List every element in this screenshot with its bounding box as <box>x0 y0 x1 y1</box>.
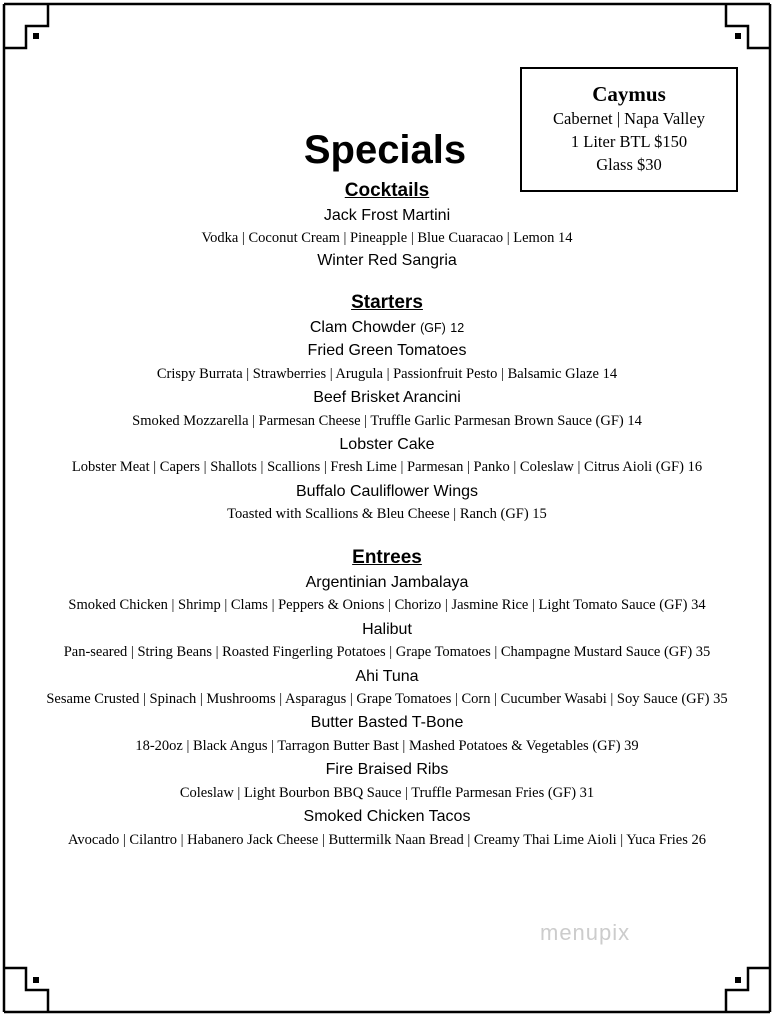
menu-item-description: 18-20oz | Black Angus | Tarragon Butter Bast | Mashed Potatoes & Vegetables (GF) 39 <box>135 738 639 754</box>
menu-item-description: Smoked Mozzarella | Parmesan Cheese | Truffle Garlic Parmesan Brown Sauce (GF) 14 <box>132 413 642 429</box>
menu-item-name <box>0 318 774 338</box>
menu-item-name: Butter Basted T-Bone <box>310 714 464 731</box>
menu-item-description: Avocado | Cilantro | Habanero Jack Cheese | Buttermilk Naan Bread | Creamy Thai Lime Aioli | Yuca Fries 26 <box>68 832 706 848</box>
menu-item-name: Beef Brisket Arancini <box>313 389 461 406</box>
featured-wine-line-1: Cabernet | Napa Valley <box>553 109 705 128</box>
page-title: Specials <box>303 128 467 172</box>
corner-ornament-top-right <box>726 4 770 48</box>
menu-item-description: Lobster Meat | Capers | Shallots | Scallions | Fresh Lime | Parmesan | Panko | Coleslaw | Citrus Aioli (GF) 16 <box>71 459 703 475</box>
featured-wine-name: Caymus <box>592 82 666 106</box>
menu-item-price: 12 <box>450 321 465 335</box>
corner-ornament-top-left <box>4 4 48 48</box>
menu-item-name-text: Clam Chowder <box>309 319 416 336</box>
menu-item-name: Lobster Cake <box>339 436 435 453</box>
menu-item-name: Fried Green Tomatoes <box>307 342 467 359</box>
menu-item-description: Crispy Burrata | Strawberries | Arugula | Passionfruit Pesto | Balsamic Glaze 14 <box>156 366 618 382</box>
menu-item-name: Halibut <box>362 621 412 638</box>
menu-item-name: Buffalo Cauliflower Wings <box>295 483 478 500</box>
corner-ornament-bottom-right <box>726 968 770 1012</box>
menu-item-description: Toasted with Scallions & Bleu Cheese | Ranch (GF) 15 <box>227 506 547 522</box>
menu-item-name: Winter Red Sangria <box>317 252 457 269</box>
section-heading-starters: Starters <box>351 292 423 313</box>
menu-item-description: Pan-seared | String Beans | Roasted Fingerling Potatoes | Grape Tomatoes | Champagne Mustard Sauce (GF) 35 <box>63 644 711 660</box>
menu-item-name: Ahi Tuna <box>355 668 419 685</box>
section-heading-cocktails: Cocktails <box>344 180 430 201</box>
section-heading-entrees: Entrees <box>352 547 422 568</box>
featured-wine-line-3: Glass $30 <box>596 155 662 174</box>
menu-item-description: Vodka | Coconut Cream | Pineapple | Blue Cuaracao | Lemon 14 <box>201 230 573 246</box>
menu-item-description: Coleslaw | Light Bourbon BBQ Sauce | Truffle Parmesan Fries (GF) 31 <box>179 785 595 801</box>
menu-item-name: Smoked Chicken Tacos <box>303 808 471 825</box>
menu-item-description: Smoked Chicken | Shrimp | Clams | Peppers & Onions | Chorizo | Jasmine Rice | Light Tomato Sauce (GF) 34 <box>68 597 706 613</box>
menu-item-name: Argentinian Jambalaya <box>305 574 469 591</box>
corner-ornament-bottom-left <box>4 968 48 1012</box>
menu-item-name: Fire Braised Ribs <box>325 761 449 778</box>
menu-item-description: Sesame Crusted | Spinach | Mushrooms | Asparagus | Grape Tomatoes | Corn | Cucumber Wasabi | Soy Sauce (GF) 35 <box>46 691 728 707</box>
menupix-watermark: menupix <box>540 920 631 945</box>
gluten-free-tag: (GF) <box>420 321 446 335</box>
menu-item-name: Jack Frost Martini <box>323 207 451 224</box>
featured-wine-line-2: 1 Liter BTL $150 <box>570 132 688 151</box>
